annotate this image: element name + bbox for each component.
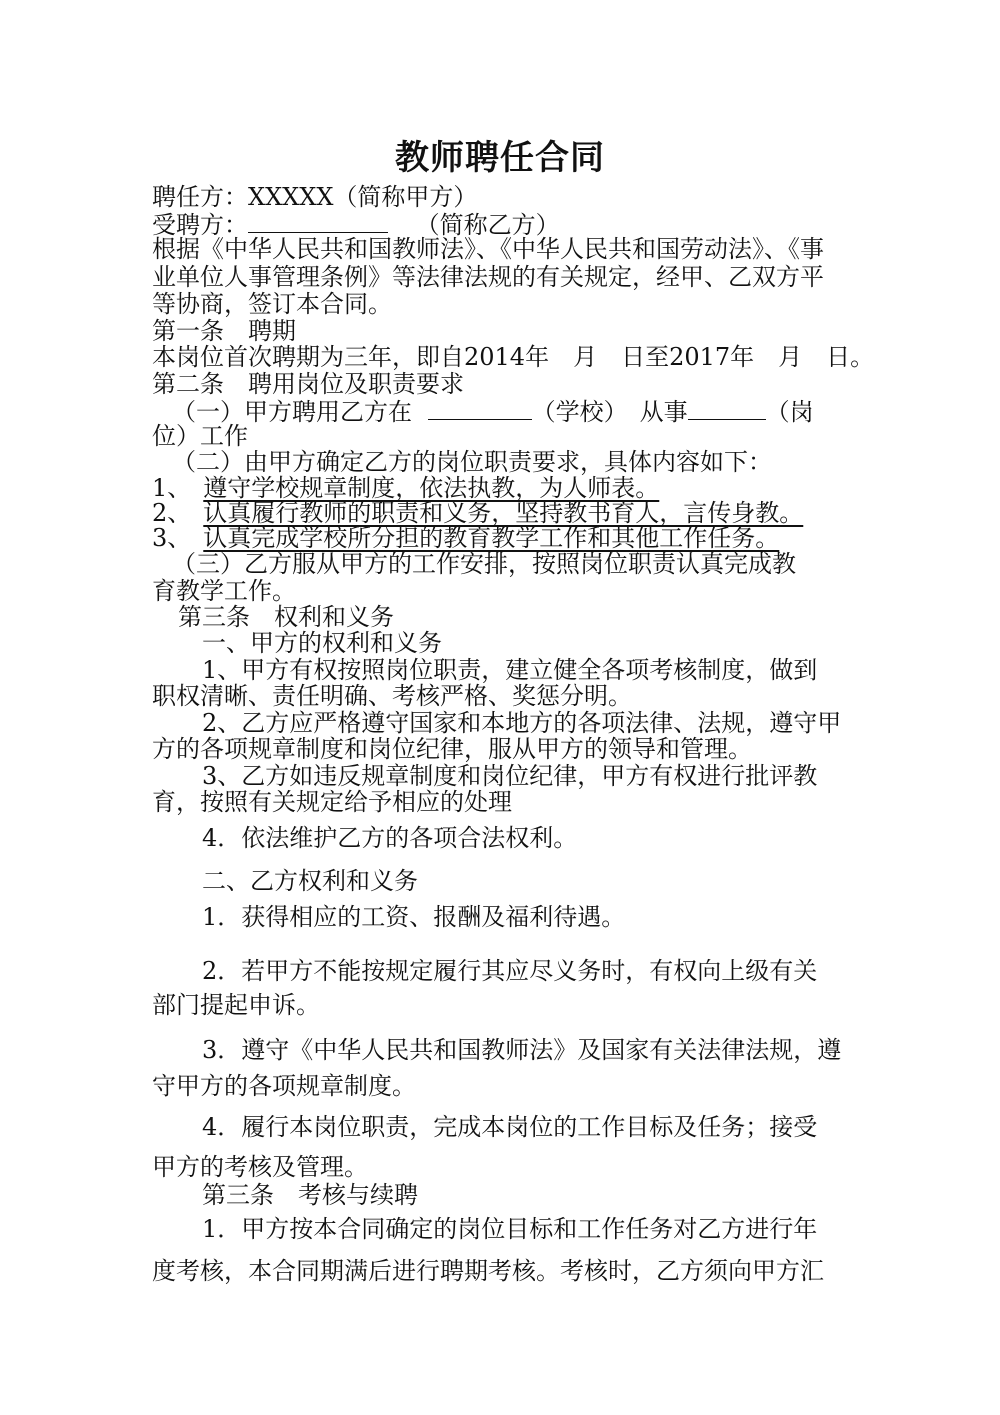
preamble-line-2: 业单位人事管理条例》等法律法规的有关规定，经甲、乙双方平 [152,263,824,291]
party-b-heading: 二、乙方权利和义务 [202,867,418,895]
duty-intro: （二）由甲方确定乙方的岗位职责要求，具体内容如下： [172,448,772,476]
post-text-2: （学校） 从事 [531,398,688,426]
assessment-line-2: 度考核，本合同期满后进行聘期考核。考核时，乙方须向甲方汇 [152,1257,824,1285]
duty-text-1: 遵守学校规章制度，依法执教，为人师表。 [203,474,660,502]
article-3-heading: 第三条 权利和义务 [178,603,394,631]
job-blank [688,395,766,420]
employee-abbrev: （简称乙方） [415,211,560,239]
party-a-item-1b: 职权清晰、责任明确、考核严格、奖惩分明。 [152,682,632,710]
party-a-item-4: 4．依法维护乙方的各项合法权利。 [202,824,578,852]
party-b-item-3b: 守甲方的各项规章制度。 [152,1072,416,1100]
party-a-item-2b: 方的各项规章制度和岗位纪律，服从甲方的领导和管理。 [152,735,752,763]
preamble-line-1: 根据《中华人民共和国教师法》、《中华人民共和国劳动法》、《事 [152,235,824,263]
article-4-heading: 第三条 考核与续聘 [202,1181,418,1209]
duty-number-1: 1、 [152,474,192,502]
duty-text-3: 认真完成学校所分担的教育教学工作和其他工作任务。 [203,524,780,552]
party-b-item-1: 1．获得相应的工资、报酬及福利待遇。 [202,903,626,931]
obey-line-1: （三）乙方服从甲方的工作安排，按照岗位职责认真完成教 [172,550,796,578]
obey-line-2: 育教学工作。 [152,577,296,605]
post-text-1: （一）甲方聘用乙方在 [172,398,412,426]
duty-number-2: 2、 [152,499,192,527]
post-text-3: （岗 [765,398,814,426]
party-b-item-3a: 3．遵守《中华人民共和国教师法》及国家有关法律法规，遵 [202,1036,842,1064]
assessment-line-1: 1．甲方按本合同确定的岗位目标和工作任务对乙方进行年 [202,1215,818,1243]
party-a-heading: 一、甲方的权利和义务 [202,629,442,657]
article-1-heading: 第一条 聘期 [152,317,296,345]
duty-text-2: 认真履行教师的职责和义务，坚持教书育人，言传身教。 [203,499,804,527]
duty-number-3: 3、 [152,524,192,552]
document-title: 教师聘任合同 [395,138,605,178]
party-b-item-4a: 4．履行本岗位职责，完成本岗位的工作目标及任务；接受 [202,1113,818,1141]
preamble-line-3: 等协商，签订本合同。 [152,290,392,318]
party-a-item-3a: 3、乙方如违反规章制度和岗位纪律，甲方有权进行批评教 [202,762,818,790]
term-line: 本岗位首次聘期为三年，即自2014年 月 日至2017年 月 日。 [152,343,875,371]
employer-line: 聘任方：XXXXX（简称甲方） [152,183,478,211]
party-a-item-1a: 1、甲方有权按照岗位职责，建立健全各项考核制度，做到 [202,656,818,684]
employee-name-blank [248,208,388,233]
party-b-item-2a: 2．若甲方不能按规定履行其应尽义务时，有权向上级有关 [202,957,818,985]
party-a-item-3b: 育，按照有关规定给予相应的处理 [152,788,512,816]
party-b-item-4b: 甲方的考核及管理。 [152,1153,368,1181]
school-blank [428,395,532,420]
employee-label: 受聘方： [152,211,248,239]
party-a-item-2a: 2、乙方应严格遵守国家和本地方的各项法律、法规，遵守甲 [202,709,842,737]
post-line-2: 位）工作 [152,422,248,450]
article-2-heading: 第二条 聘用岗位及职责要求 [152,370,464,398]
party-b-item-2b: 部门提起申诉。 [152,991,320,1019]
